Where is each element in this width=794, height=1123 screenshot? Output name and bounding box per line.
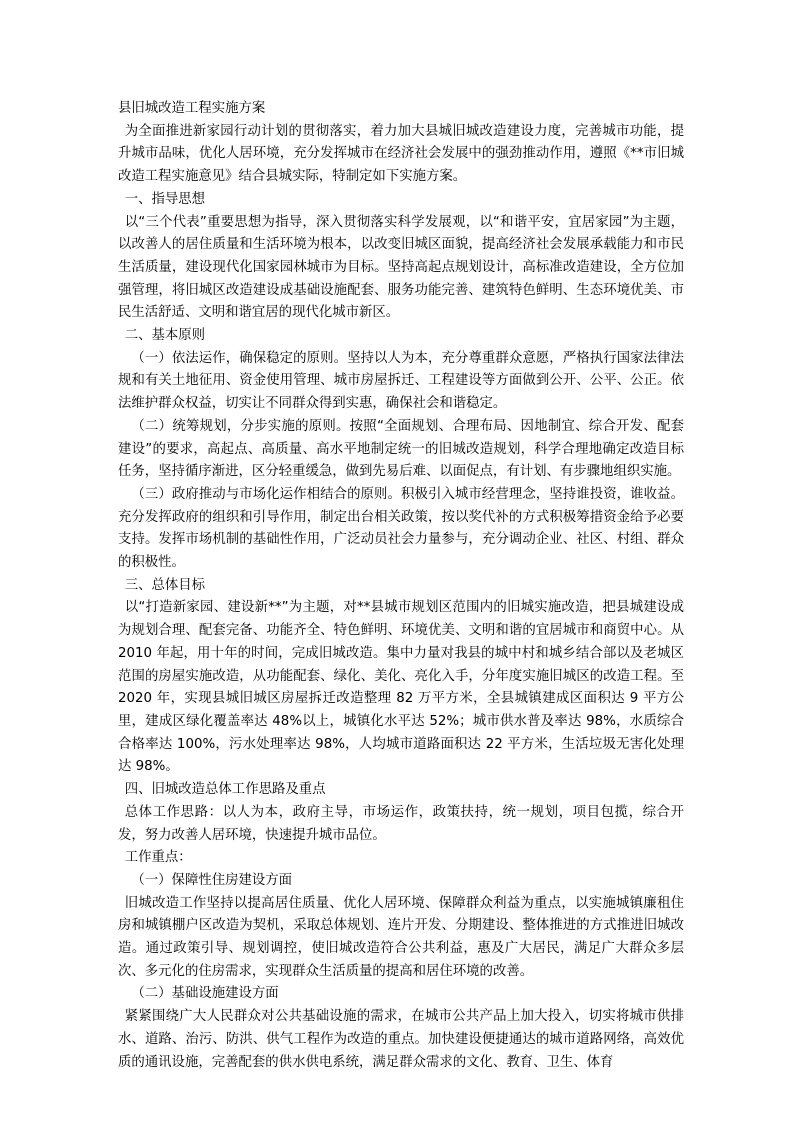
principle-paragraph: （二）统筹规划，分步实施的原则。按照“全面规划、合理布局、因地制宜、综合开发、配套建设”的要求，高起点、高质量、高水平地制定统一的旧城改造规划，科学合理地确定改造目标任务，坚持循序渐进，区分轻重缓急，做到先易后难、以面促点，有计划、有步骤地组织实施。 (118, 418, 684, 480)
body-paragraph: 总体工作思路：以人为本，政府主导，市场运作，政策扶持，统一规划，项目包揽，综合开发，努力改善人居环境，快速提升城市品位。 (118, 804, 684, 843)
principle-paragraph: （一）依法运作，确保稳定的原则。坚持以人为本，充分尊重群众意愿，严格执行国家法律法规和有关土地征用、资金使用管理、城市房屋拆迁、工程建设等方面做到公开、公平、公正。依法维护群众权益，切实让不同群众得到实惠，确保社会和谐稳定。 (118, 350, 684, 412)
subsection-heading: 工作重点： (124, 850, 192, 866)
section-heading: 二、基本原则 (124, 328, 206, 344)
subsection-title: （一）保障性住房建设方面 (131, 872, 293, 888)
section-heading: 四、旧城改造总体工作思路及重点 (124, 782, 326, 798)
body-paragraph: 旧城改造工作坚持以提高居住质量、优化人居环境、保障群众利益为重点，以实施城镇廉租住房和城镇棚户区改造为契机，采取总体规划、连片开发、分期建设、整体推进的方式推进旧城改造。通过政策引导、规划调控，使旧城改造符合公共利益，惠及广大居民，满足广大群众多层次、多元化的住房需求，实现群众生活质量的提高和居住环境的改善。 (118, 895, 684, 979)
principle-paragraph: （三）政府推动与市场化运作相结合的原则。积极引入城市经营理念，坚持谁投资，谁收益。充分发挥政府的组织和引导作用，制定出台相关政策，按以奖代补的方式积极筹措资金给予必要支持。发挥市场机制的基础性作用，广泛动员社会力量参与，充分调动企业、社区、村组、群众的积极性。 (118, 486, 684, 571)
intro-paragraph: 为全面推进新家园行动计划的贯彻落实，着力加大县城旧城改造建设力度，完善城市功能，提升城市品味，优化人居环境，充分发挥城市在经济社会发展中的强劲推动作用，遵照《**市旧城改造工程实施意见》结合县城实际，特制定如下实施方案。 (118, 123, 684, 185)
section-heading: 三、总体目标 (124, 577, 206, 593)
document-body (118, 98, 684, 1074)
subsection-title: （二）基础设施建设方面 (131, 986, 279, 1002)
body-paragraph: 紧紧围绕广大人民群众对公共基础设施的需求，在城市公共产品上加大投入，切实将城市供排水、道路、治污、防洪、供气工程作为改造的重点。加快建设便捷通达的城市道路网络，高效优质的通讯设施，完善配套的供水供电系统，满足群众需求的文化、教育、卫生、体育 (118, 1009, 684, 1070)
section-heading: 一、指导思想 (124, 191, 206, 207)
document-title: 县旧城改造工程实施方案 (118, 101, 266, 116)
body-paragraph: 以“打造新家园、建设新**”为主题，对**县城市规划区范围内的旧城实施改造，把县城建设成为规划合理、配套完备、功能齐全、特色鲜明、环境优美、文明和谐的宜居城市和商贸中心。从 2010 年起，用十年的时间，完成旧城改造。集中力量对我县的城中村和城乡结合部以及老城区范围的房屋实施改造，从功能配套、绿化、美化、亮化入手，分年度实施旧城区的改造工程。至 2020 年，实现县城旧城区房屋拆迁改造整理 82 万平方米，全县城镇建成区面积达 9 平方公里，建成区绿化覆盖率达 48%以上，城镇化水平达 52%；城市供水普及率达 98%，水质综合合格率达 100%，污水处理率达 98%，人均城市道路面积达 22 平方米，生活垃圾无害化处理达 98%。 (118, 600, 684, 775)
body-paragraph: 以“三个代表”重要思想为指导，深入贯彻落实科学发展观，以“和谐平安，宜居家园”为主题，以改善人的居住质量和生活环境为根本，以改变旧城区面貌，提高经济社会发展承载能力和市民生活质量，建设现代化国家园林城市为目标。坚持高起点规划设计，高标准改造建设，全方位加强管理，将旧城区改造建设成基础设施配套、服务功能完善、建筑特色鲜明、生态环境优美、市民生活舒适、文明和谐宜居的现代化城市新区。 (118, 214, 684, 321)
